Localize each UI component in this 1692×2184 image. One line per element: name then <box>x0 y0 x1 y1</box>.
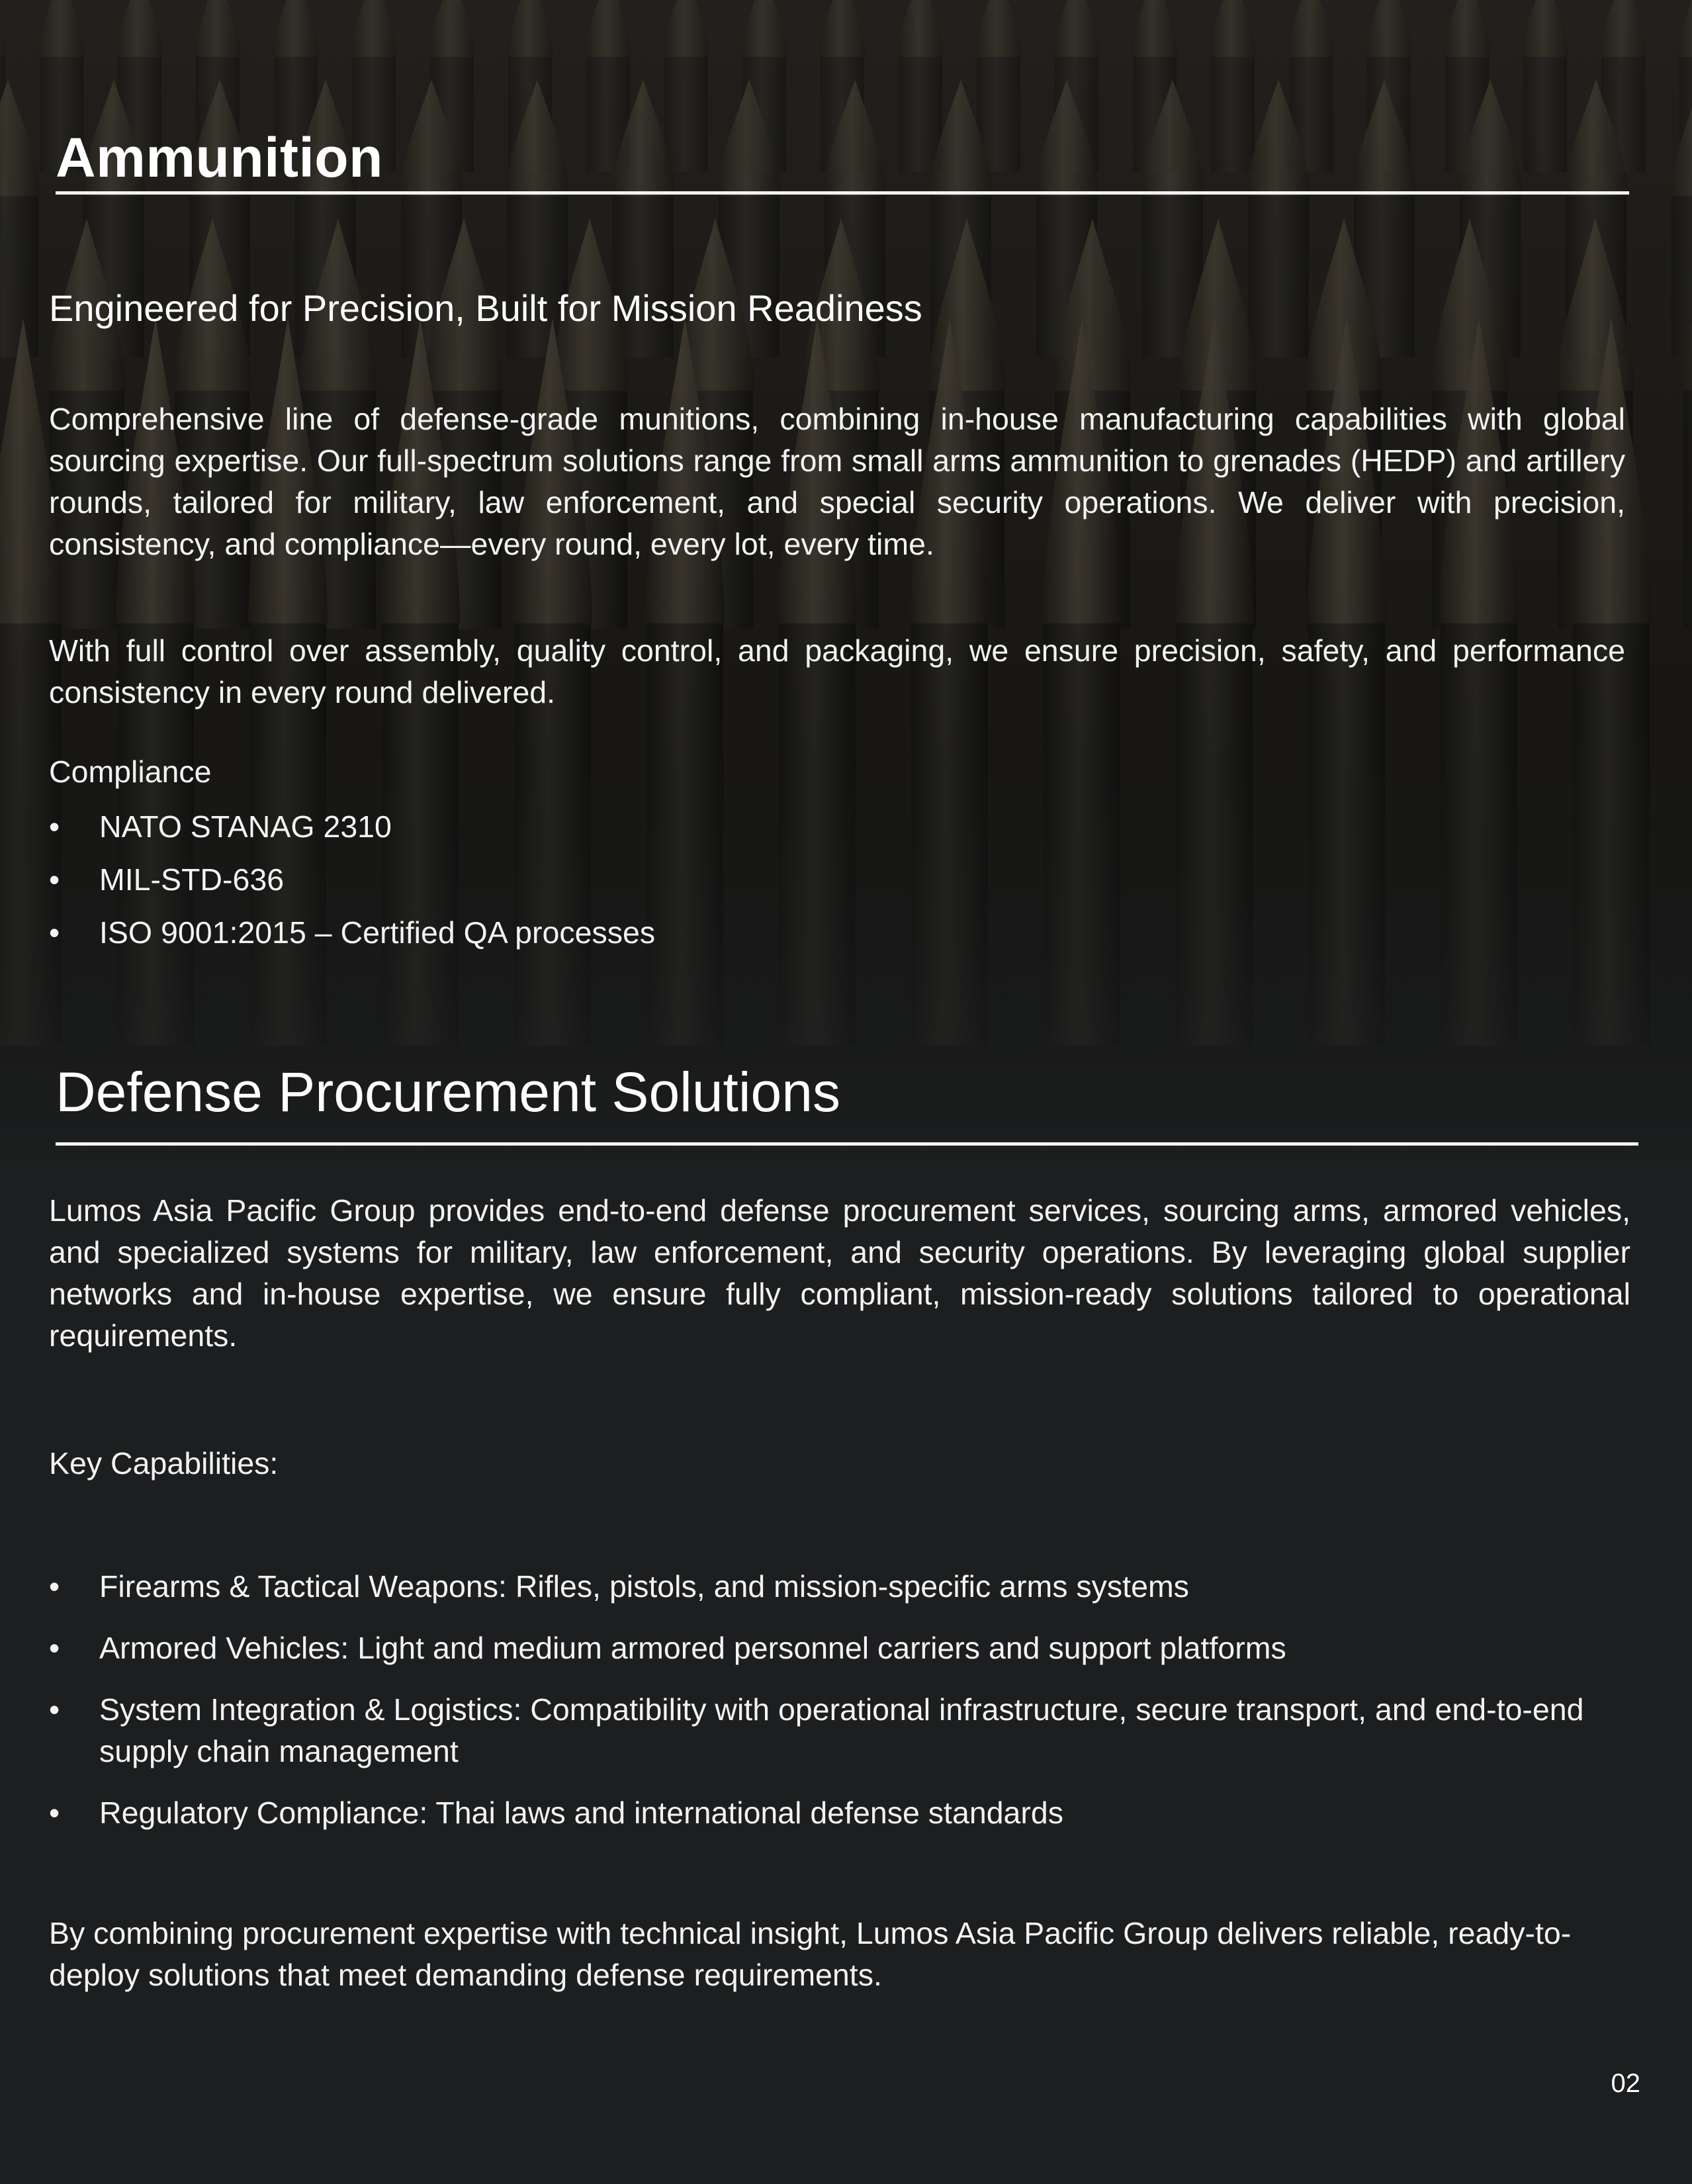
ammunition-heading: Ammunition <box>56 126 383 189</box>
compliance-item-text: ISO 9001:2015 – Certified QA processes <box>99 915 656 950</box>
list-item <box>49 806 1637 848</box>
list-item <box>49 859 1637 901</box>
capability-item-text: Regulatory Compliance: Thai laws and international defense standards <box>99 1796 1064 1830</box>
ammunition-paragraph-2: With full control over assembly, quality control, and packaging, we ensure precision, safety, and performance consistency in every round delivered. <box>49 633 1625 709</box>
compliance-item-text: MIL-STD-636 <box>99 862 285 897</box>
key-capabilities-label: Key Capabilities: <box>49 1446 279 1480</box>
compliance-list <box>49 806 1637 965</box>
bullet-icon: • <box>49 915 60 950</box>
bullet-icon: • <box>49 1569 60 1604</box>
capability-item-text: Firearms & Tactical Weapons: Rifles, pistols, and mission-specific arms systems <box>99 1569 1189 1604</box>
list-item <box>49 1627 1637 1669</box>
bullet-icon: • <box>49 809 60 844</box>
list-item <box>49 912 1637 954</box>
procurement-heading-rule <box>56 1142 1638 1146</box>
capability-item-text: System Integration & Logistics: Compatibility with operational infrastructure, secure transport, and end-to-end supply chain management <box>99 1692 1584 1768</box>
capability-item-text: Armored Vehicles: Light and medium armored personnel carriers and support platforms <box>99 1631 1286 1665</box>
capabilities-list <box>49 1566 1637 1854</box>
page-number: 02 <box>1611 2069 1640 2098</box>
bullet-icon: • <box>49 862 60 897</box>
list-item <box>49 1792 1637 1834</box>
bullet-icon: • <box>49 1796 60 1830</box>
list-item <box>49 1689 1637 1772</box>
ammunition-paragraph-1: Comprehensive line of defense-grade munitions, combining in-house manufacturing capabilities with global sourcing expertise. Our full-spectrum solutions range from small arms ammunition to grenades (HEDP) and artillery rounds, tailored for military, law enforcement, and special security operations. We deliver with precision, consistency, and compliance—every round, every lot, every time. <box>49 402 1625 561</box>
procurement-closing-paragraph: By combining procurement expertise with technical insight, Lumos Asia Pacific Group delivers reliable, ready-to-deploy solutions that meet demanding defense requirements. <box>49 1916 1572 1992</box>
ammunition-subtitle: Engineered for Precision, Built for Mission Readiness <box>49 287 922 329</box>
ammunition-heading-rule <box>56 191 1629 195</box>
procurement-heading: Defense Procurement Solutions <box>56 1061 840 1123</box>
procurement-paragraph: Lumos Asia Pacific Group provides end-to-end defense procurement services, sourcing arms, armored vehicles, and specialized systems for military, law enforcement, and security operations. By leveraging global supplier networks and in-house expertise, we ensure fully compliant, mission-ready solutions tailored to operational requirements. <box>49 1193 1630 1353</box>
compliance-item-text: NATO STANAG 2310 <box>99 809 392 844</box>
bullet-icon: • <box>49 1631 60 1665</box>
bullet-icon: • <box>49 1692 60 1727</box>
list-item <box>49 1566 1637 1608</box>
compliance-label: Compliance <box>49 754 212 789</box>
